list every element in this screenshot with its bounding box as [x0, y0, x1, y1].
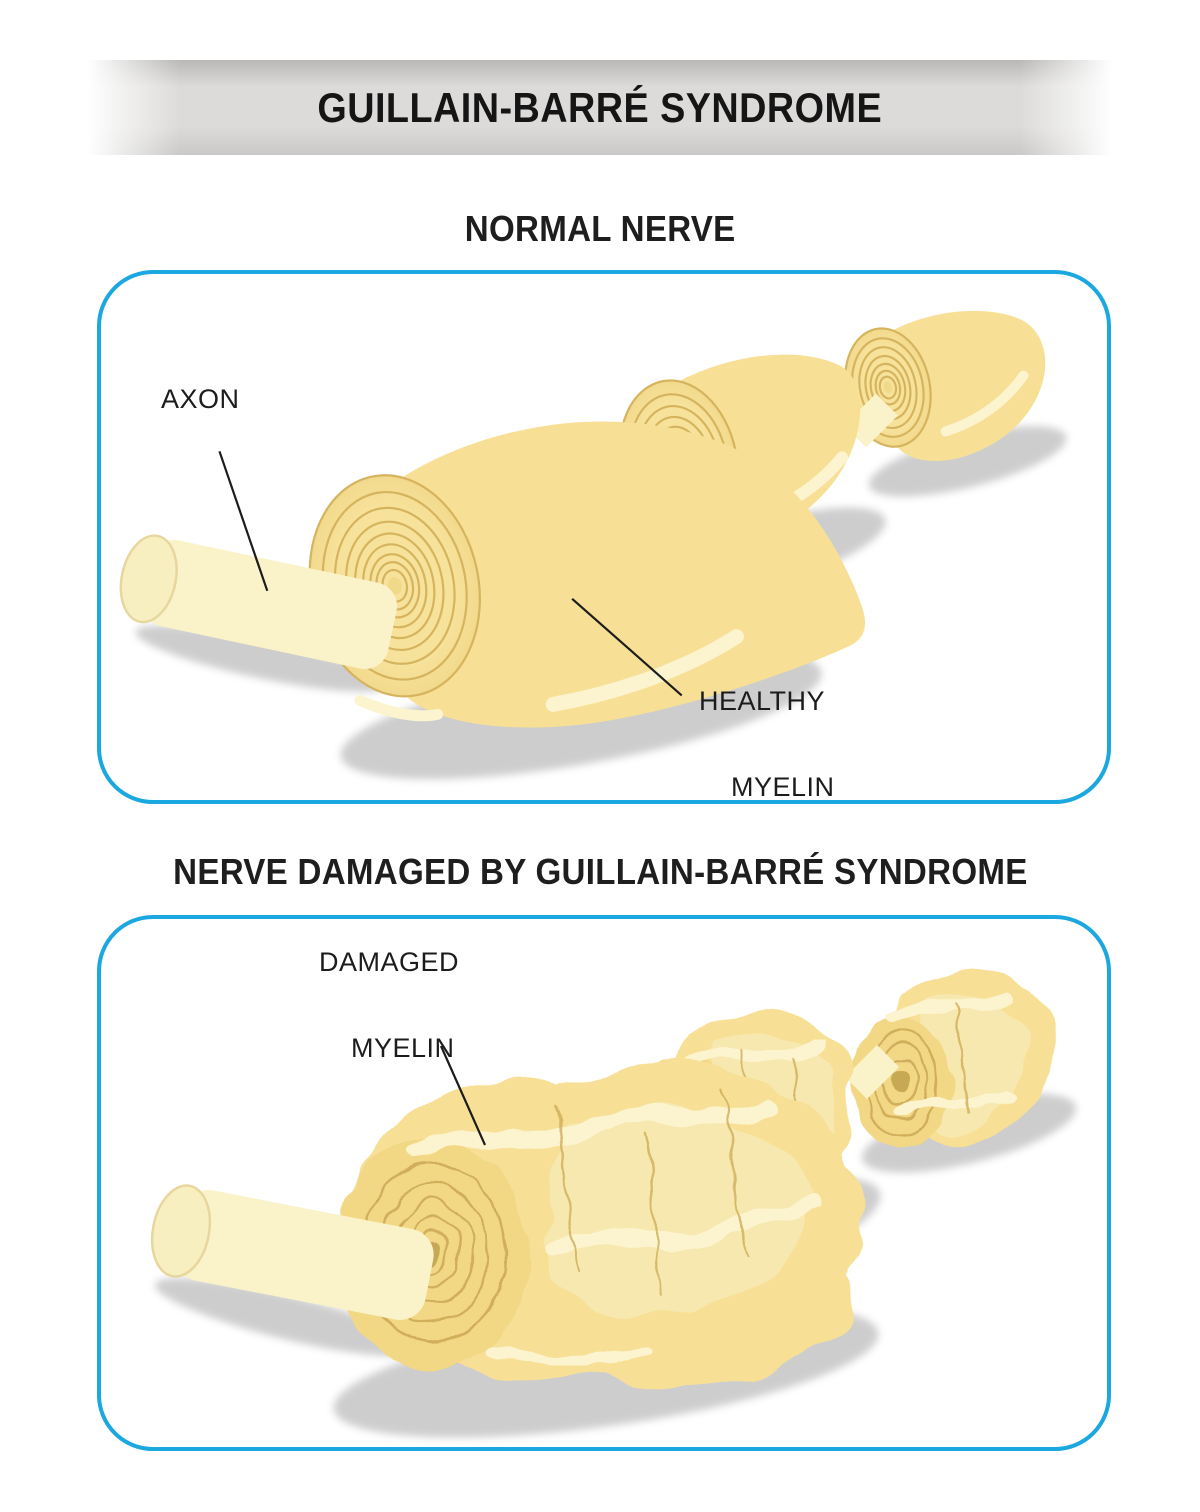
title-banner	[88, 60, 1112, 155]
healthy-myelin-label: HEALTHY MYELIN	[699, 686, 835, 802]
axon-label: AXON	[161, 384, 240, 414]
damaged-nerve-illustration	[101, 919, 1107, 1447]
damaged-myelin-label: DAMAGED MYELIN	[319, 947, 460, 1063]
page-title: GUILLAIN-BARRÉ SYNDROME	[317, 84, 883, 131]
damaged-nerve-panel	[97, 915, 1111, 1451]
normal-nerve-panel	[97, 270, 1111, 804]
damaged-nerve-heading: NERVE DAMAGED BY GUILLAIN-BARRÉ SYNDROME	[172, 851, 1028, 892]
normal-nerve-heading: NORMAL NERVE	[464, 208, 736, 249]
normal-nerve-illustration	[101, 274, 1107, 800]
damaged-myelin-large	[337, 1062, 865, 1385]
